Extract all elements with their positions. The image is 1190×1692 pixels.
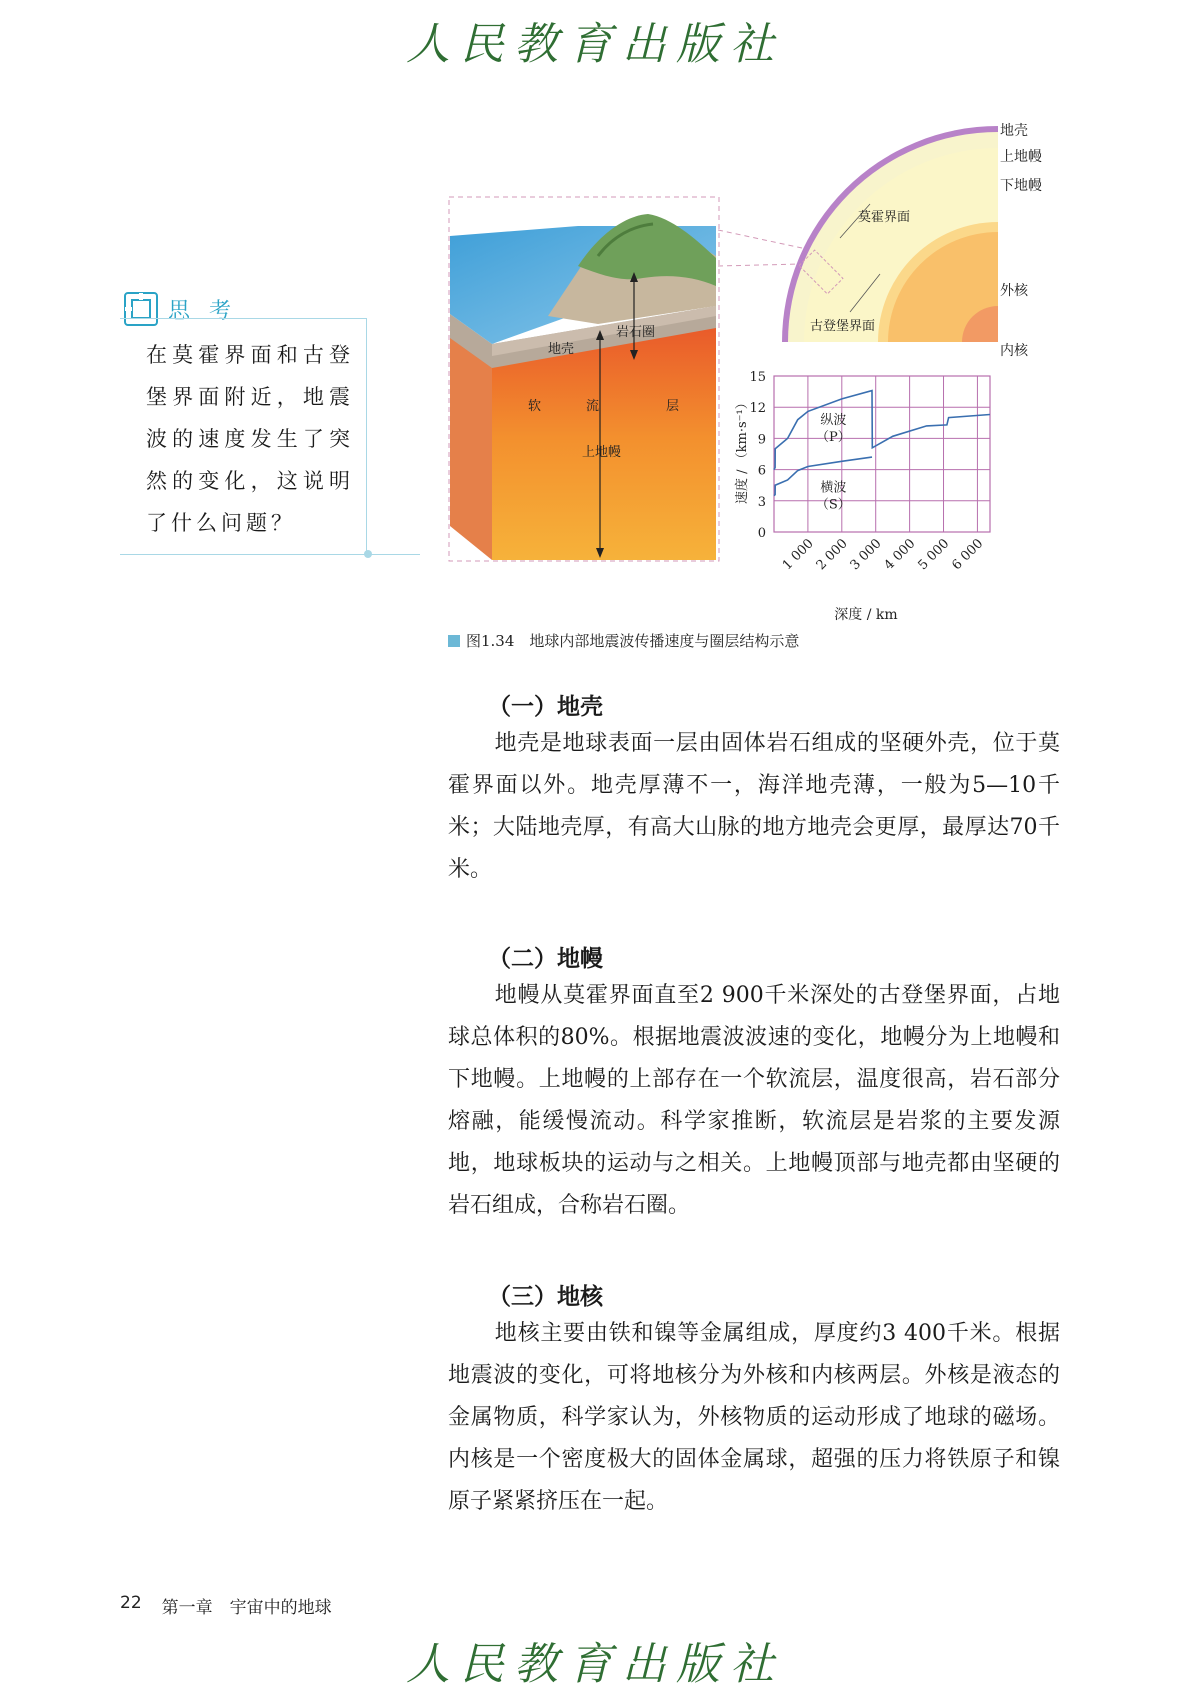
earth-block-diagram bbox=[448, 196, 720, 562]
crust-block-label: 地壳 bbox=[548, 342, 575, 357]
chart-grid bbox=[774, 376, 990, 532]
layer-label-gutenberg: 古登堡界面 bbox=[810, 319, 876, 334]
layer-label-outer-core: 外核 bbox=[1000, 283, 1028, 299]
asthenosphere-label-1: 软 bbox=[528, 399, 542, 414]
y-tick-label-2: 6 bbox=[757, 463, 766, 479]
page-number: 22 bbox=[120, 1593, 142, 1613]
layer-label-crust: 地壳 bbox=[1000, 123, 1028, 139]
chapter-title: 第一章 宇宙中的地球 bbox=[161, 1598, 332, 1618]
series-label-0-1: （P） bbox=[815, 429, 851, 445]
chart-y-axis-label: 速度 / （km·s⁻¹） bbox=[735, 396, 750, 504]
think-connector bbox=[120, 554, 420, 555]
y-tick-label-0: 0 bbox=[757, 526, 766, 541]
plot-frame bbox=[774, 376, 990, 532]
chart-lines bbox=[774, 391, 990, 496]
x-tick-label-3: 4 000 bbox=[881, 536, 919, 574]
layer-label-moho: 莫霍界面 bbox=[858, 210, 911, 225]
chart-y-ticks bbox=[749, 370, 766, 541]
x-tick-label-1: 2 000 bbox=[813, 536, 851, 574]
section-text-mantle: 地幔从莫霍界面直至2 900千米深处的古登堡界面，占地球总体积的80%。根据地震波波速的变化，地幔分为上地幔和下地幔。上地幔的上部存在一个软流层，温度很高，岩石部分熔融，能缓慢流动。科学家推断，软流层是岩浆的主要发源地，地球板块的运动与之相关。上地幔顶部与地壳都由坚硬的岩石组成，合称岩石圈。 bbox=[448, 983, 1060, 1218]
y-tick-label-3: 9 bbox=[757, 432, 766, 448]
think-title-text: 思 考 bbox=[168, 298, 237, 324]
section-body-core bbox=[448, 1313, 1060, 1523]
chart-x-axis-label: 深度 / km bbox=[834, 607, 898, 623]
publisher-logo-bottom: 人民教育出版社 bbox=[406, 1639, 784, 1690]
upper-mantle-block-label: 上地幔 bbox=[582, 445, 622, 460]
asthenosphere-label-2: 流 bbox=[586, 399, 600, 414]
think-body: 在莫霍界面和古登堡界面附近，地震波的速度发生了突然的变化，这说明了什么问题？ bbox=[146, 343, 354, 535]
y-tick-label-4: 12 bbox=[749, 401, 766, 417]
layer-label-inner-core: 内核 bbox=[1000, 343, 1028, 359]
section-body-crust bbox=[448, 723, 1060, 891]
layer-label-lower-mantle: 下地幔 bbox=[1000, 178, 1042, 194]
layer-label-upper-mantle: 上地幔 bbox=[1000, 149, 1042, 165]
x-tick-label-2: 3 000 bbox=[847, 536, 885, 574]
section-text-crust: 地壳是地球表面一层由固体岩石组成的坚硬外壳，位于莫霍界面以外。地壳厚薄不一，海洋地壳薄，一般为5—10千米；大陆地壳厚，有高大山脉的地方地壳会更厚，最厚达70千米。 bbox=[448, 731, 1060, 882]
lithosphere-label: 岩石圈 bbox=[616, 325, 656, 340]
x-tick-label-5: 6 000 bbox=[949, 536, 987, 574]
section-heading-mantle: （二）地幔 bbox=[488, 946, 603, 972]
publisher-logo-top: 人民教育出版社 bbox=[406, 19, 784, 70]
section-heading-crust: （一）地壳 bbox=[488, 694, 603, 720]
caption-marker bbox=[448, 635, 460, 647]
page-footer bbox=[120, 1593, 332, 1618]
velocity-chart bbox=[730, 368, 1010, 624]
chart-x-ticks bbox=[780, 536, 986, 573]
connector-dot bbox=[364, 550, 372, 558]
asthenosphere-label-3: 层 bbox=[666, 399, 680, 414]
caption-text: 图1.34 地球内部地震波传播速度与圈层结构示意 bbox=[466, 632, 800, 650]
figure-caption bbox=[448, 630, 799, 651]
series-label-1-1: （S） bbox=[815, 497, 851, 513]
section-body-mantle bbox=[448, 975, 1060, 1227]
series-label-1-0: 横波 bbox=[820, 480, 847, 496]
series-label-0-0: 纵波 bbox=[820, 412, 847, 428]
y-tick-label-5: 15 bbox=[749, 370, 766, 385]
series-line-0 bbox=[774, 391, 990, 470]
section-text-core: 地核主要由铁和镍等金属组成，厚度约3 400千米。根据地震波的变化，可将地核分为外核和内核两层。外核是液态的金属物质，科学家认为，外核物质的运动形成了地球的磁场。内核是一个密度极大的固体金属球，超强的压力将铁原子和镍原子紧紧挤压在一起。 bbox=[448, 1321, 1060, 1514]
y-tick-label-1: 3 bbox=[757, 494, 766, 510]
x-tick-label-0: 1 000 bbox=[779, 536, 817, 574]
x-tick-label-4: 5 000 bbox=[915, 536, 953, 574]
section-heading-core: （三）地核 bbox=[488, 1284, 603, 1310]
